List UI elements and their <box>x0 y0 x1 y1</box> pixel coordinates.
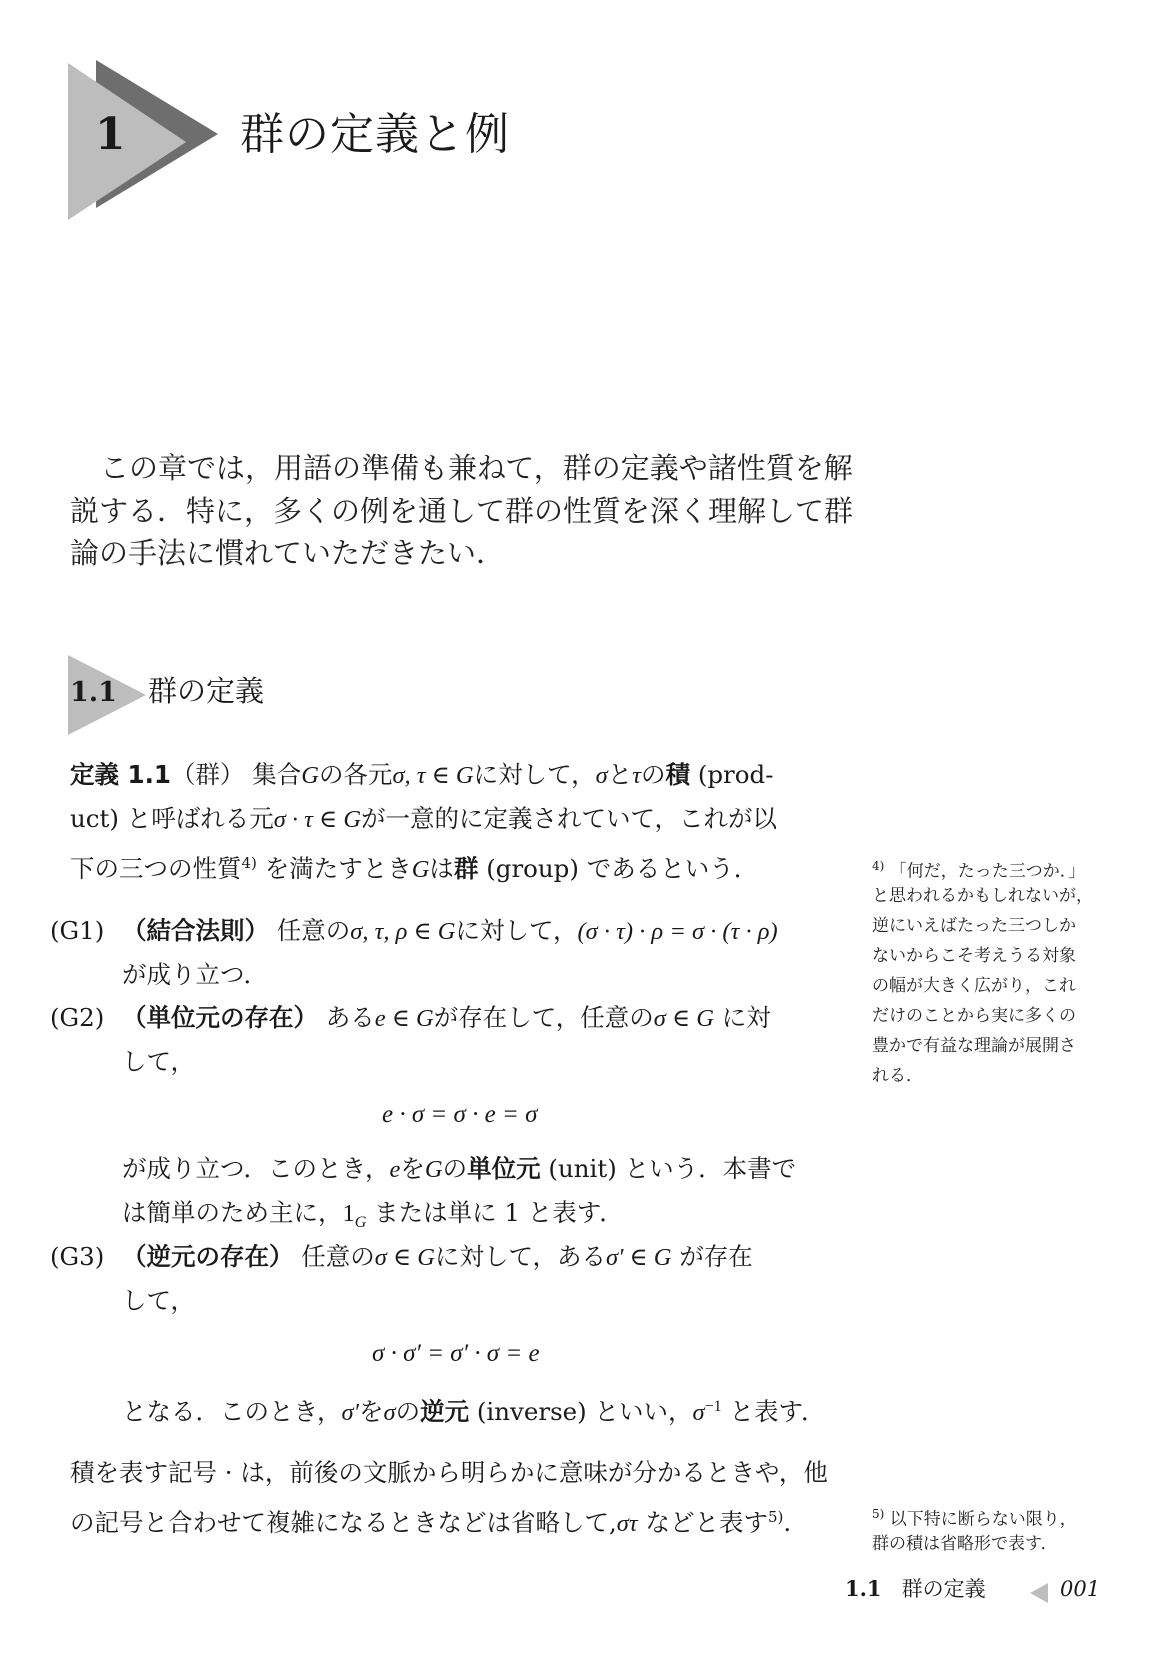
g1-line-2: が成り立つ． <box>122 960 269 989</box>
intro-line-1: この章では，用語の準備も兼ねて，群の定義や諸性質を解 <box>100 451 853 485</box>
term-group: 群 <box>453 854 479 884</box>
g3-display-equation: σ · σ′ = σ′ · σ = e <box>372 1340 540 1367</box>
sidenote-5-line-2: 群の積は省略形で表す． <box>872 1534 1058 1554</box>
definition-line-2: uct) と呼ばれる元σ · τ ∈ Gが一意的に定義されていて，これが以 <box>70 804 778 833</box>
sidenote-4-line-8: れる． <box>872 1066 923 1086</box>
item-label-g2: (G2) <box>50 1003 105 1032</box>
chapter-title: 群の定義と例 <box>240 109 510 160</box>
definition-line-1: 定義 1.1（群） 集合Gの各元σ, τ ∈ Gに対して，σとτの積 (prod- <box>70 760 774 789</box>
sidenote-4-line-3: 逆にいえばたった三つしか <box>872 916 1076 936</box>
term-product: 積 <box>665 760 691 789</box>
chapter-number: 1 <box>95 109 126 160</box>
g3-line-1: （逆元の存在） 任意のσ ∈ Gに対して，あるσ′ ∈ G が存在 <box>122 1242 753 1271</box>
sidenote-5-marker: 5) <box>872 1507 885 1521</box>
definition-name: （群） <box>170 760 245 789</box>
item-label-g1: (G1) <box>50 916 105 945</box>
g2-line-4: は簡単のため主に，$1_G$ または単に 1 と表す． <box>122 1198 624 1231</box>
g2-line-1: （単位元の存在） あるe ∈ Gが存在して，任意のσ ∈ G に対 <box>122 1003 771 1032</box>
sidenote-5-line-1: $^{5)}$ 以下特に断らない限り， <box>872 1507 1077 1530</box>
sidenote-4-line-2: と思われるかもしれないが， <box>872 886 1093 906</box>
term-unit: 単位元 <box>467 1154 541 1183</box>
g2-line-3: が成り立つ．このとき，eをGの単位元 (unit) という．本書で <box>122 1154 797 1183</box>
footer-section-title: 群の定義 <box>901 1577 986 1601</box>
g3-line-2: して， <box>122 1286 196 1315</box>
item-label-g3: (G3) <box>50 1242 105 1271</box>
sidenote-4-line-7: 豊かで有益な理論が展開さ <box>872 1036 1076 1056</box>
intro-line-2: 説する．特に，多くの例を通して群の性質を深く理解して群 <box>70 494 854 528</box>
chapter-emblem <box>68 60 218 220</box>
closing-line-1: 積を表す記号 · は，前後の文脈から明らかに意味が分かるときや，他 <box>70 1458 828 1487</box>
page-number: 001 <box>1060 1577 1101 1601</box>
g2-line-2: して， <box>122 1047 196 1076</box>
closing-line-2: の記号と合わせて複雑になるときなどは省略して,στ などと表す$^{5)}$. <box>70 1508 792 1538</box>
definition-line-3: 下の三つの性質$^{4)}$ を満たすときGは群 (group) であるという． <box>70 854 759 884</box>
footnote-ref-5[interactable]: 5) <box>767 1508 784 1526</box>
g2-display-equation: e · σ = σ · e = σ <box>382 1101 538 1128</box>
intro-line-3: 論の手法に慣れていただきたい． <box>70 536 506 570</box>
sidenote-4-line-4: ないからこそ考えうる対象 <box>872 946 1076 966</box>
footnote-ref-4[interactable]: 4) <box>241 854 257 872</box>
footer-section-number: 1.1 <box>845 1576 882 1601</box>
sidenote-4-marker: 4) <box>872 859 885 873</box>
g1-name: （結合法則） <box>122 916 269 945</box>
section-title: 群の定義 <box>148 674 265 708</box>
running-footer <box>845 1574 986 1604</box>
g3-line-3: となる．このとき，σ′をσの逆元 (inverse) といい，$\sigma^{-1}$ と表す． <box>122 1397 826 1427</box>
sidenote-4-line-5: の幅が大きく広がり，これ <box>872 976 1076 996</box>
term-inverse: 逆元 <box>420 1397 470 1427</box>
g3-name: （逆元の存在） <box>122 1242 294 1271</box>
definition-label: 定義 1.1 <box>70 760 171 789</box>
g2-name: （単位元の存在） <box>122 1003 318 1032</box>
footer-arrow-icon <box>1030 1583 1048 1603</box>
sidenote-4-line-1: $^{4)}$ 「何だ，たった三つか．」 <box>872 859 1086 882</box>
section-number: 1.1 <box>70 677 117 708</box>
g1-line-1: （結合法則） 任意のσ, τ, ρ ∈ Gに対して，(σ · τ) · ρ = σ · (τ · ρ) <box>122 916 778 945</box>
sidenote-4-line-6: だけのことから実に多くの <box>872 1006 1076 1026</box>
